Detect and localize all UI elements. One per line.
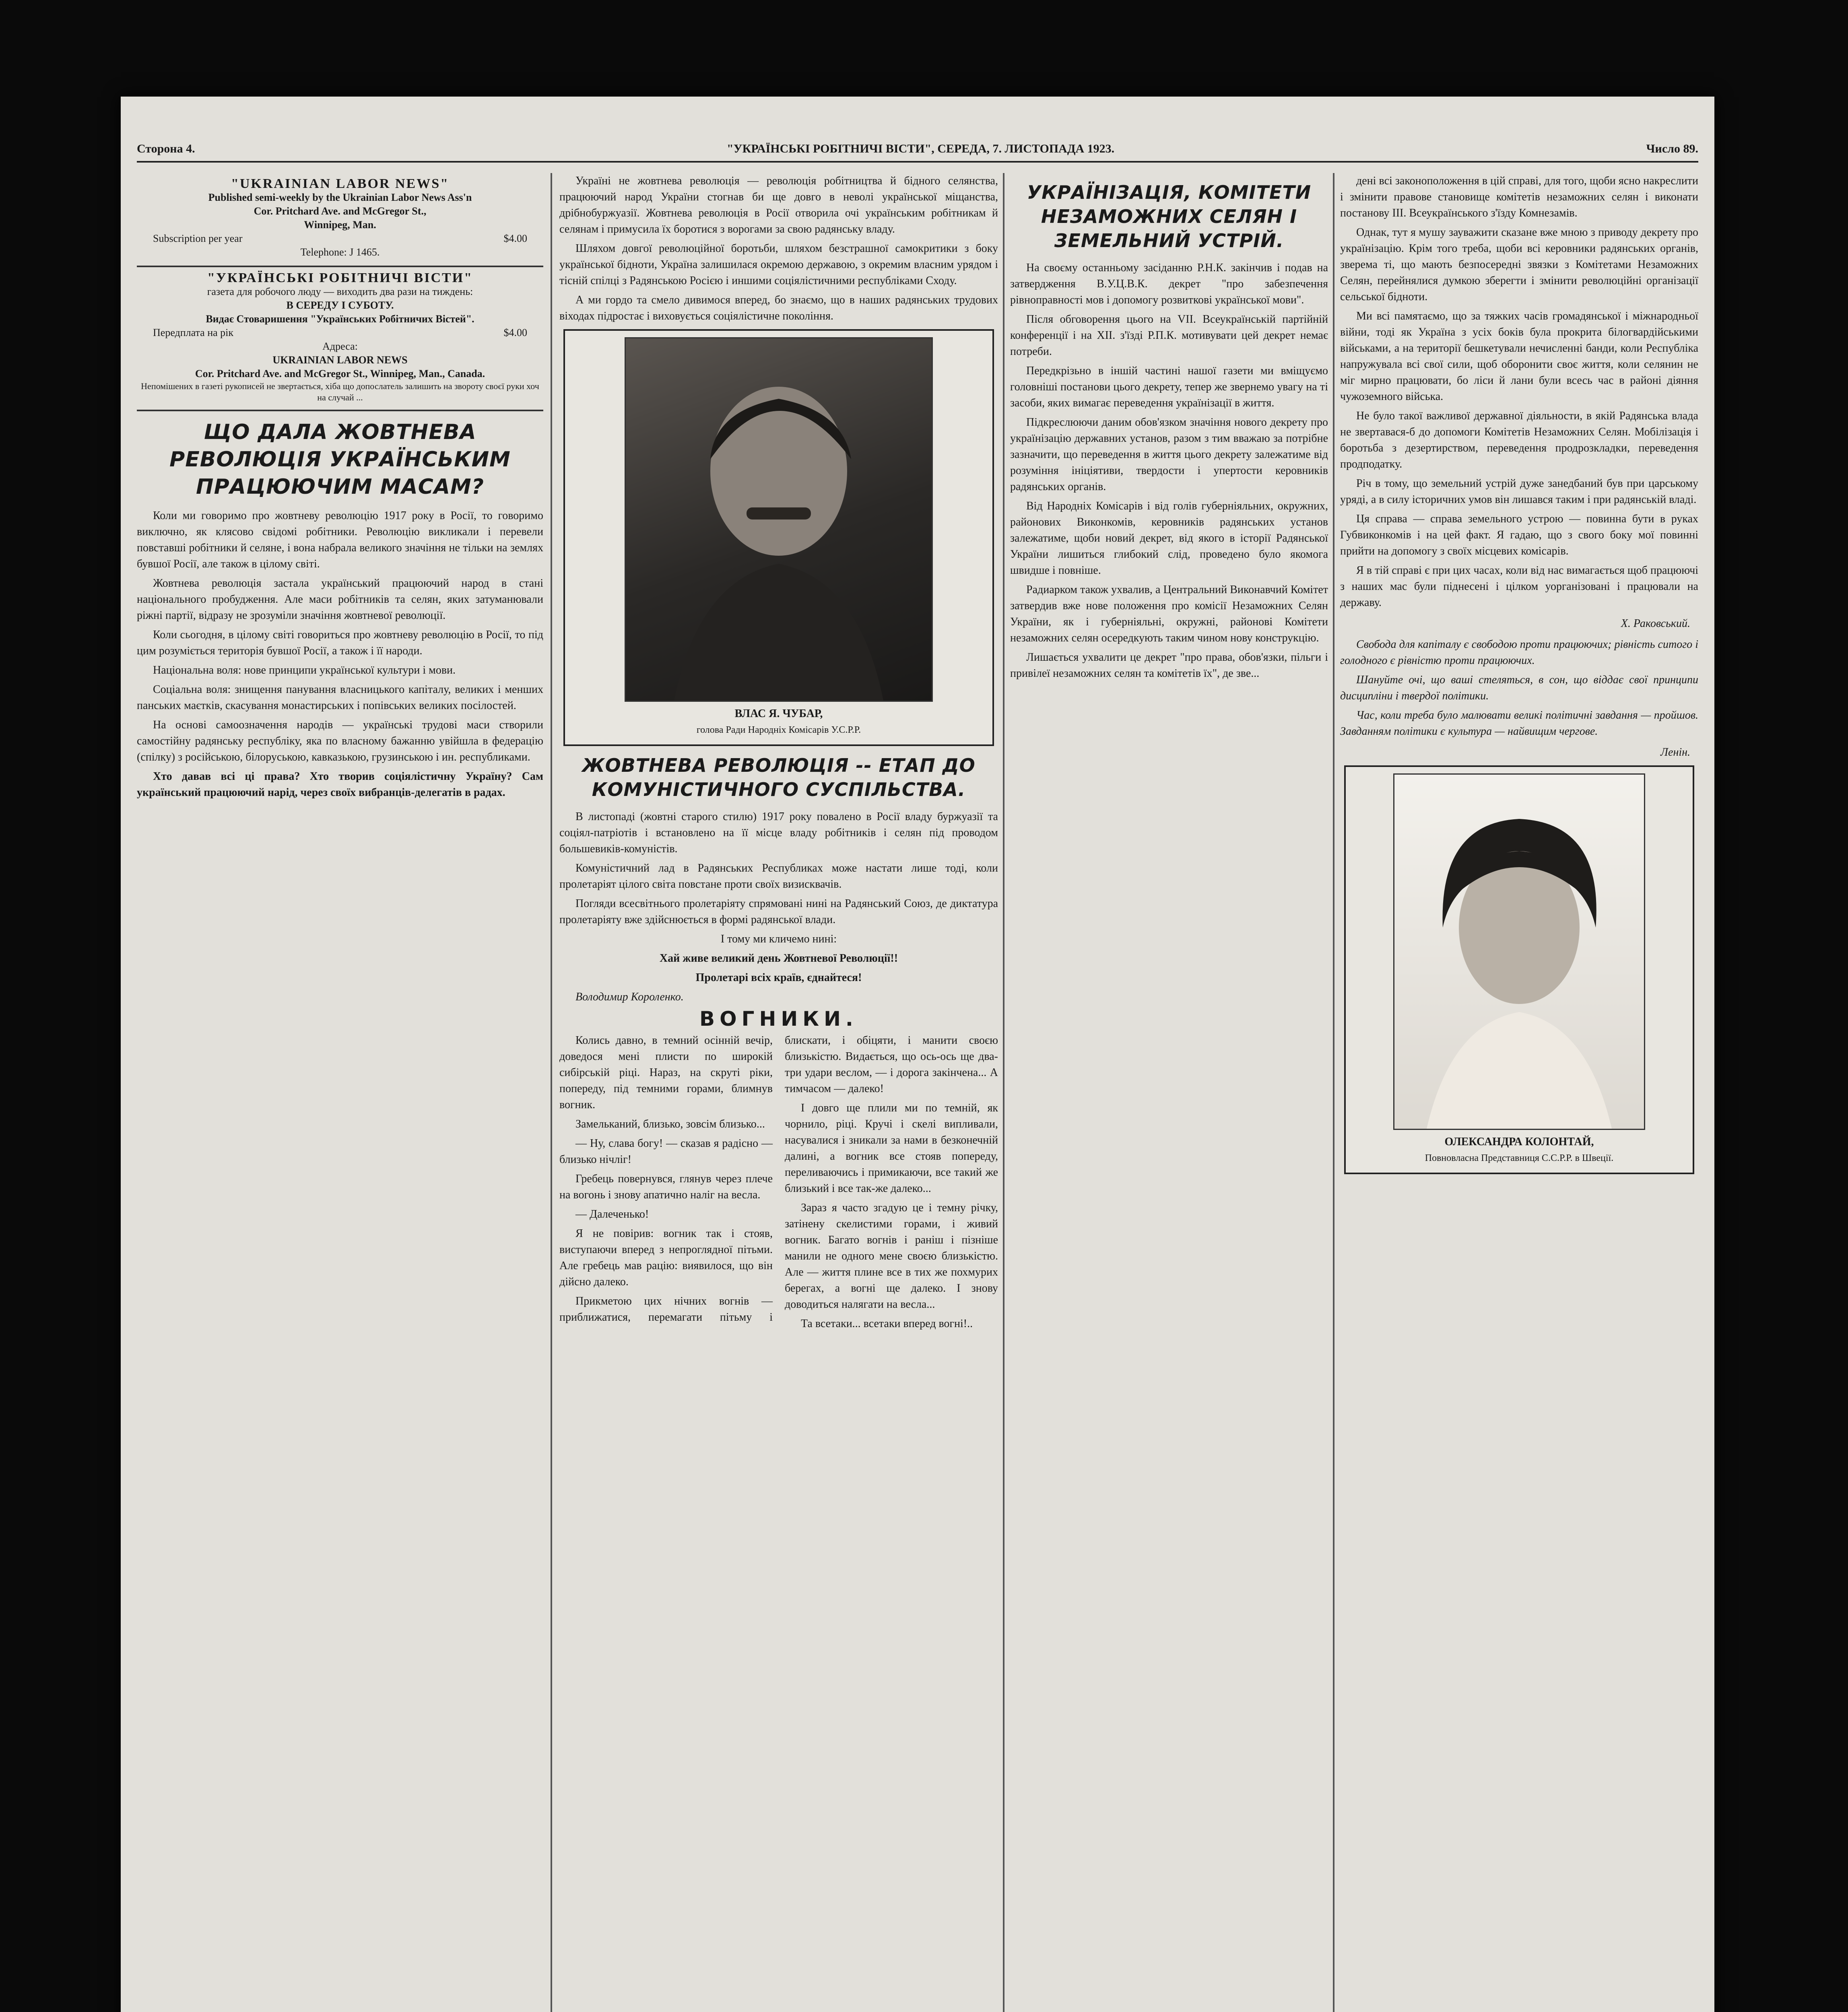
signature: Х. Раковський. <box>1621 617 1690 630</box>
column-3 <box>1010 173 1328 2012</box>
paragraph: Зараз я часто згадую це і темну річку, затінену скелистими горами, і живий вогник. Багато вогнів і раніш і пізніше манили не одного мене своєю близькістю. Але — життя плине все в тих же похмурих берегах, а вогні ще далеко. І знову доводиться налягати на весла... <box>785 1202 998 1311</box>
paragraph: Комуністичний лад в Радянських Республиках може настати лише тоді, коли пролетаріят цілого світа повстане проти своїх визисквачів. <box>559 862 998 891</box>
paragraph: Та всетаки... всетаки вперед вогні!.. <box>801 1317 973 1330</box>
poem-body <box>559 1033 998 1332</box>
box-line: Cor. Pritchard Ave. and McGregor St., <box>254 205 427 217</box>
signature: Ленін. <box>1660 746 1690 759</box>
issue-number: Число 89. <box>1646 142 1698 155</box>
column-divider <box>1003 173 1004 2012</box>
paragraph: На основі самоозначення народів — українські трудові маси створили самостійну радянську республіку, яка по власному бажанню увійшла в федерацію (спілку) з російською, білоруською, кавказькою, грузинською і ин. республиками. <box>137 719 543 763</box>
address-line: UKRAINIAN LABOR NEWS <box>272 354 408 366</box>
column-2 <box>559 173 998 2012</box>
quote: Свобода для капіталу є свободою проти працюючих; рівність ситого і голодного є рівністю проти працюючих. <box>1340 638 1698 667</box>
box-note: Непомішених в газеті рукописей не звертається, хіба що допослатель залишить на звороту своєї руки хоч на случай ... <box>141 381 539 402</box>
paragraph: Однак, тут я мушу зауважити сказане вже мною з приводу декрету про українізацію. Крім того треба, щоби всі керовники радянських органів, зверема ті, що мають безпосередні звязки з Комітетами Незаможних Селян, перейнялися думкою зберегти і змінити революційні організації сельської бідноти. <box>1340 226 1698 303</box>
paragraph: Я не повірив: вогник так і стояв, виступаючи вперед з непроглядної пітьми. Але гребець мав рацію: виявилося, що він дійсно далеко. <box>559 1227 773 1288</box>
box-title: "UKRAINIAN LABOR NEWS" <box>231 176 450 191</box>
box-line: Published semi-weekly by the Ukrainian Labor News Ass'n <box>208 192 472 203</box>
article-headline: УКРАЇНІЗАЦІЯ, КОМІТЕТИ НЕЗАМОЖНИХ СЕЛЯН І ЗЕМЕЛЬНИЙ УСТРІЙ. <box>1027 181 1312 252</box>
photo-caption: ВЛАС Я. ЧУБАР, <box>734 707 823 720</box>
paragraph: Погляди всесвітнього пролетаріяту спрямовані нині на Радянський Союз, де диктатура пролетаріяту вже здійснюється в формі радянської влади. <box>559 897 998 926</box>
paragraph: Передкрізьно в іншій частині нашої газети ми вміщуємо головніші постанови цього декрету, тепер же звернемо увагу на ті засоби, яких вимагає переведення українізації в життя. <box>1010 365 1328 409</box>
paragraph: І довго ще плили ми по темній, як чорнило, ріці. Кручі і скелі випливали, насувалися і зникали за нами в безконечній далині, а вогник все стояв попереду, переливаючись і примикаючи, все такий же близький і все так-же далеко... <box>785 1102 998 1195</box>
slogan: І тому ми кличемо нині: <box>720 933 837 945</box>
box-line: Winnipeg, Man. <box>304 219 376 231</box>
paragraph: Після обговорення цього на VII. Всеукраїнській партійній конференції і на XII. з'їзді Р.П.К. мотивувати цей декрет немає потреби. <box>1010 313 1328 358</box>
telephone: Telephone: J 1465. <box>300 246 380 258</box>
paragraph: Ця справа — справа земельного устрою — повинна бути в руках Губвиконкомів і на цей факт. Я гадаю, що з свого боку мої повинні прийти на допомогу з своїх місцевих комісарів. <box>1340 513 1698 557</box>
slogan: Пролетарі всіх країв, єднайтеся! <box>695 971 862 984</box>
portrait-chubar <box>563 329 994 746</box>
ukrainian-masthead-box <box>137 267 543 411</box>
paragraph: На своєму останньому засіданню Р.Н.К. закінчив і подав на затвердження В.У.Ц.В.К. декрет "про забезпечення рівноправності мов і допомогу розвиткові української мови". <box>1010 262 1328 306</box>
article-headline: ЩО ДАЛА ЖОВТНЕВА РЕВОЛЮЦІЯ УКРАЇНСЬКИМ ПРАЦЮЮЧИМ МАСАМ? <box>169 420 511 499</box>
column-4 <box>1340 173 1698 2012</box>
paragraph: Колись давно, в темний осінній вечір, доведося мені плисти по широкій сибірській ріці. Нараз, на скруті ріки, попереду, під темними горами, блимнув вогник. <box>559 1034 773 1111</box>
box-line: Видає Стоваришення "Українських Робітничих Вістей". <box>206 313 474 325</box>
box-title: "УКРАЇНСЬКІ РОБІТНИЧІ ВІСТИ" <box>207 270 473 285</box>
subscription-label: Передплата на рік <box>153 327 234 338</box>
column-divider <box>1333 173 1334 2012</box>
paragraph: Замельканий, близько, зовсім близько... <box>575 1118 765 1130</box>
paragraph: Соціальна воля: знищення панування власницького капіталу, великих і менших панських маєтків, скасування монастирських і попівських великих посілостей. <box>137 683 543 712</box>
paragraph: — Далеченько! <box>575 1208 649 1220</box>
paragraph: Шляхом довгої революційної боротьби, шляхом безстрашної самокритики з боку української бідноти, Україна залишилася окремою державою, з окремим власним урядом і тісній спілці з Радянською Росією і иншими соціялістичними республіками Сходу. <box>559 242 998 287</box>
paragraph: Радиарком також ухвалив, а Центральний Виконавчий Комітет затвердив вже нове положення про комісії Незаможних Селян України, як і губерніяльні, окружні, районові Комітети незаможних селян осередкують таким чином нову конструкцію. <box>1010 583 1328 644</box>
paragraph: Коли ми говоримо про жовтневу революцію 1917 року в Росії, то говоримо виключно, як клясово свідомі робітники. Революцію викликали і перевели повставші робітники й селяне, і вона набрала великого значіння не тільки на землях бувшої Росії, але також в цілому світі. <box>137 509 543 570</box>
column-divider <box>551 173 552 2012</box>
subscription-price: $4.00 <box>503 327 527 338</box>
quote: Час, коли треба було малювати великі політичні завдання — пройшов. Завданням політики є культура — найвищим чергове. <box>1340 709 1698 738</box>
address-line: Cor. Pritchard Ave. and McGregor St., Winnipeg, Man., Canada. <box>195 368 485 379</box>
subscription-price: $4.00 <box>503 233 527 244</box>
paragraph: Ми всі памятаємо, що за тяжких часів громадянської і міжнародньої війни, тоді як Україна з усіх боків була прокрита білогвардійськими військами, а на території бешкетували нечисленні банди, коли Республіка напружувала всі свої сили, щоб оборонити своє життя, коли селянин не міг мирно працювати, бо ліси й лани були всесь час в районі діяння чужоземного війська. <box>1340 310 1698 403</box>
poem-title: ВОГНИКИ. <box>699 1007 858 1031</box>
paragraph: Підкреслюючи даним обов'язком значіння нового декрету про українізацію державних установ, разом з тим вважаю за потрібне зазначити, що переведення в життя цього декрету залежатиме від розуміння ініціятиви, твердости і упертости керовників радянських органів. <box>1010 416 1328 493</box>
quote: Шануйте очі, що ваші стеляться, в сон, що віддає свої принципи дисципліни і твердої політики. <box>1340 674 1698 702</box>
paragraph: Україні не жовтнева революція — революція робітництва й бідного селянства, працюючий народ України стогнав би ще довго в неволі української міщанства, дрібнобуржуазії. Жовтнева революція в Росії отворила очі українським робітникам й селянам і примусила їх боротися з ворогами за свою радянську владу. <box>559 175 998 235</box>
paragraph: Хто давав всі ці права? Хто творив соціялістичну Україну? Сам український працюючий нарід, через своїх вибранців-делегатів в радах. <box>137 770 543 799</box>
poem-author: Володимир Короленко. <box>575 991 684 1003</box>
paragraph: Не було такої важливої державної діяльности, в якій Радянська влада не звертавася-б до допомоги Комітетів Незаможних Селян. Мобілізація і боротьба з дезертирством, переведення продрозкладки, переведення продподатку. <box>1340 410 1698 470</box>
paragraph: Від Народніх Комісарів і від голів губерніяльних, окружних, районових Виконкомів, керовників радянських установ залежатиме, щоби новий декрет, від якого в історії Радянської України лишиться глибокий слід, проведено було якомога швидше і повніше. <box>1010 500 1328 577</box>
paragraph: Прикметою цих нічних вогнів — приближатися, перемагати пітьму і блискати, і обіцяти, і манити своєю близькістю. Видається, що ось-ось ще два-три удари веслом, — і дорога закінчена... А тимчасом — далеко! <box>559 1034 998 1323</box>
paragraph: В листопаді (жовтні старого стилю) 1917 року повалено в Росії владу буржуазії та соціял-патріотів і встановлено на її місце владу робітників і селян під проводом большевиків-комуністів. <box>559 810 998 855</box>
column-1 <box>137 173 543 2012</box>
paragraph: Річ в тому, що земельний устрій дуже занедбаний був при царському уряді, а в силу історичних умов він лишався таким і при радянській владі. <box>1340 477 1698 506</box>
portrait-photo <box>1393 773 1645 1130</box>
english-masthead-box <box>137 173 543 267</box>
paragraph: Гребець повернувся, глянув через плече на вогонь і знову апатично наліг на весла. <box>559 1173 773 1201</box>
paragraph: Коли сьогодня, в цілому світі говориться про жовтневу революцію в Росії, то під цим розуміється територія бувшої Росії, а також і її народи. <box>137 629 543 657</box>
photo-subcaption: голова Ради Народніх Комісарів У.С.Р.Р. <box>696 725 861 735</box>
portrait-photo <box>625 337 933 702</box>
paragraph: Національна воля: нове принципи української культури і мови. <box>153 664 456 676</box>
paragraph: А ми гордо та смело дивимося вперед, бо знаємо, що в наших радянських трудових віходах підростає і виховується соціялістичне покоління. <box>559 294 998 322</box>
photo-subcaption: Повновласна Представниця С.С.Р.Р. в Швеції. <box>1425 1153 1614 1163</box>
address-label: Адреса: <box>322 340 358 352</box>
article-headline: ЖОВТНЕВА РЕВОЛЮЦІЯ -- ЕТАП ДО КОМУНІСТИЧНОГО СУСПІЛЬСТВА. <box>582 754 976 800</box>
photo-caption: ОЛЕКСАНДРА КОЛОНТАЙ, <box>1444 1136 1594 1148</box>
portrait-kollontai <box>1344 765 1694 1174</box>
box-line: В СЕРЕДУ І СУБОТУ. <box>286 299 394 311</box>
box-line: газета для робочого люду — виходить два рази на тиждень: <box>207 286 473 297</box>
paragraph: дені всі законоположення в цій справі, для того, щоби ясно накреслити і змінити правове становище комітетів незаможних селян і виконати постанову III. Всеукраїнського з'їзду Комнезамів. <box>1340 175 1698 219</box>
paragraph: — Ну, слава богу! — сказав я радісно — близько нічліг! <box>559 1137 773 1166</box>
page-number: Сторона 4. <box>137 142 195 155</box>
paragraph: Я в тій справі є при цих часах, коли від нас вимагається щоб працюючі з наших мас були піднесені і цілком уорганізовані і працювали на державу. <box>1340 564 1698 609</box>
masthead: "УКРАЇНСЬКІ РОБІТНИЧІ ВІСТИ", СЕРЕДА, 7. ЛИСТОПАДА 1923. <box>726 142 1115 155</box>
slogan: Хай живе великий день Жовтневої Революції!! <box>659 952 898 965</box>
paragraph: Жовтнева революція застала український працюючий народ в стані національного пробудження. Але маси робітників та селян, яких затуманювали ріжні партії, відразу не зрозуміли значіння жовтневої революції. <box>137 577 543 622</box>
subscription-label: Subscription per year <box>153 233 243 244</box>
paragraph: Лишається ухвалити це декрет "про права, обов'язки, пільги і привілеї незаможних селян та комітетів їх", де зве... <box>1010 651 1328 680</box>
newspaper-page <box>121 97 1714 2012</box>
page-header <box>137 137 1698 163</box>
